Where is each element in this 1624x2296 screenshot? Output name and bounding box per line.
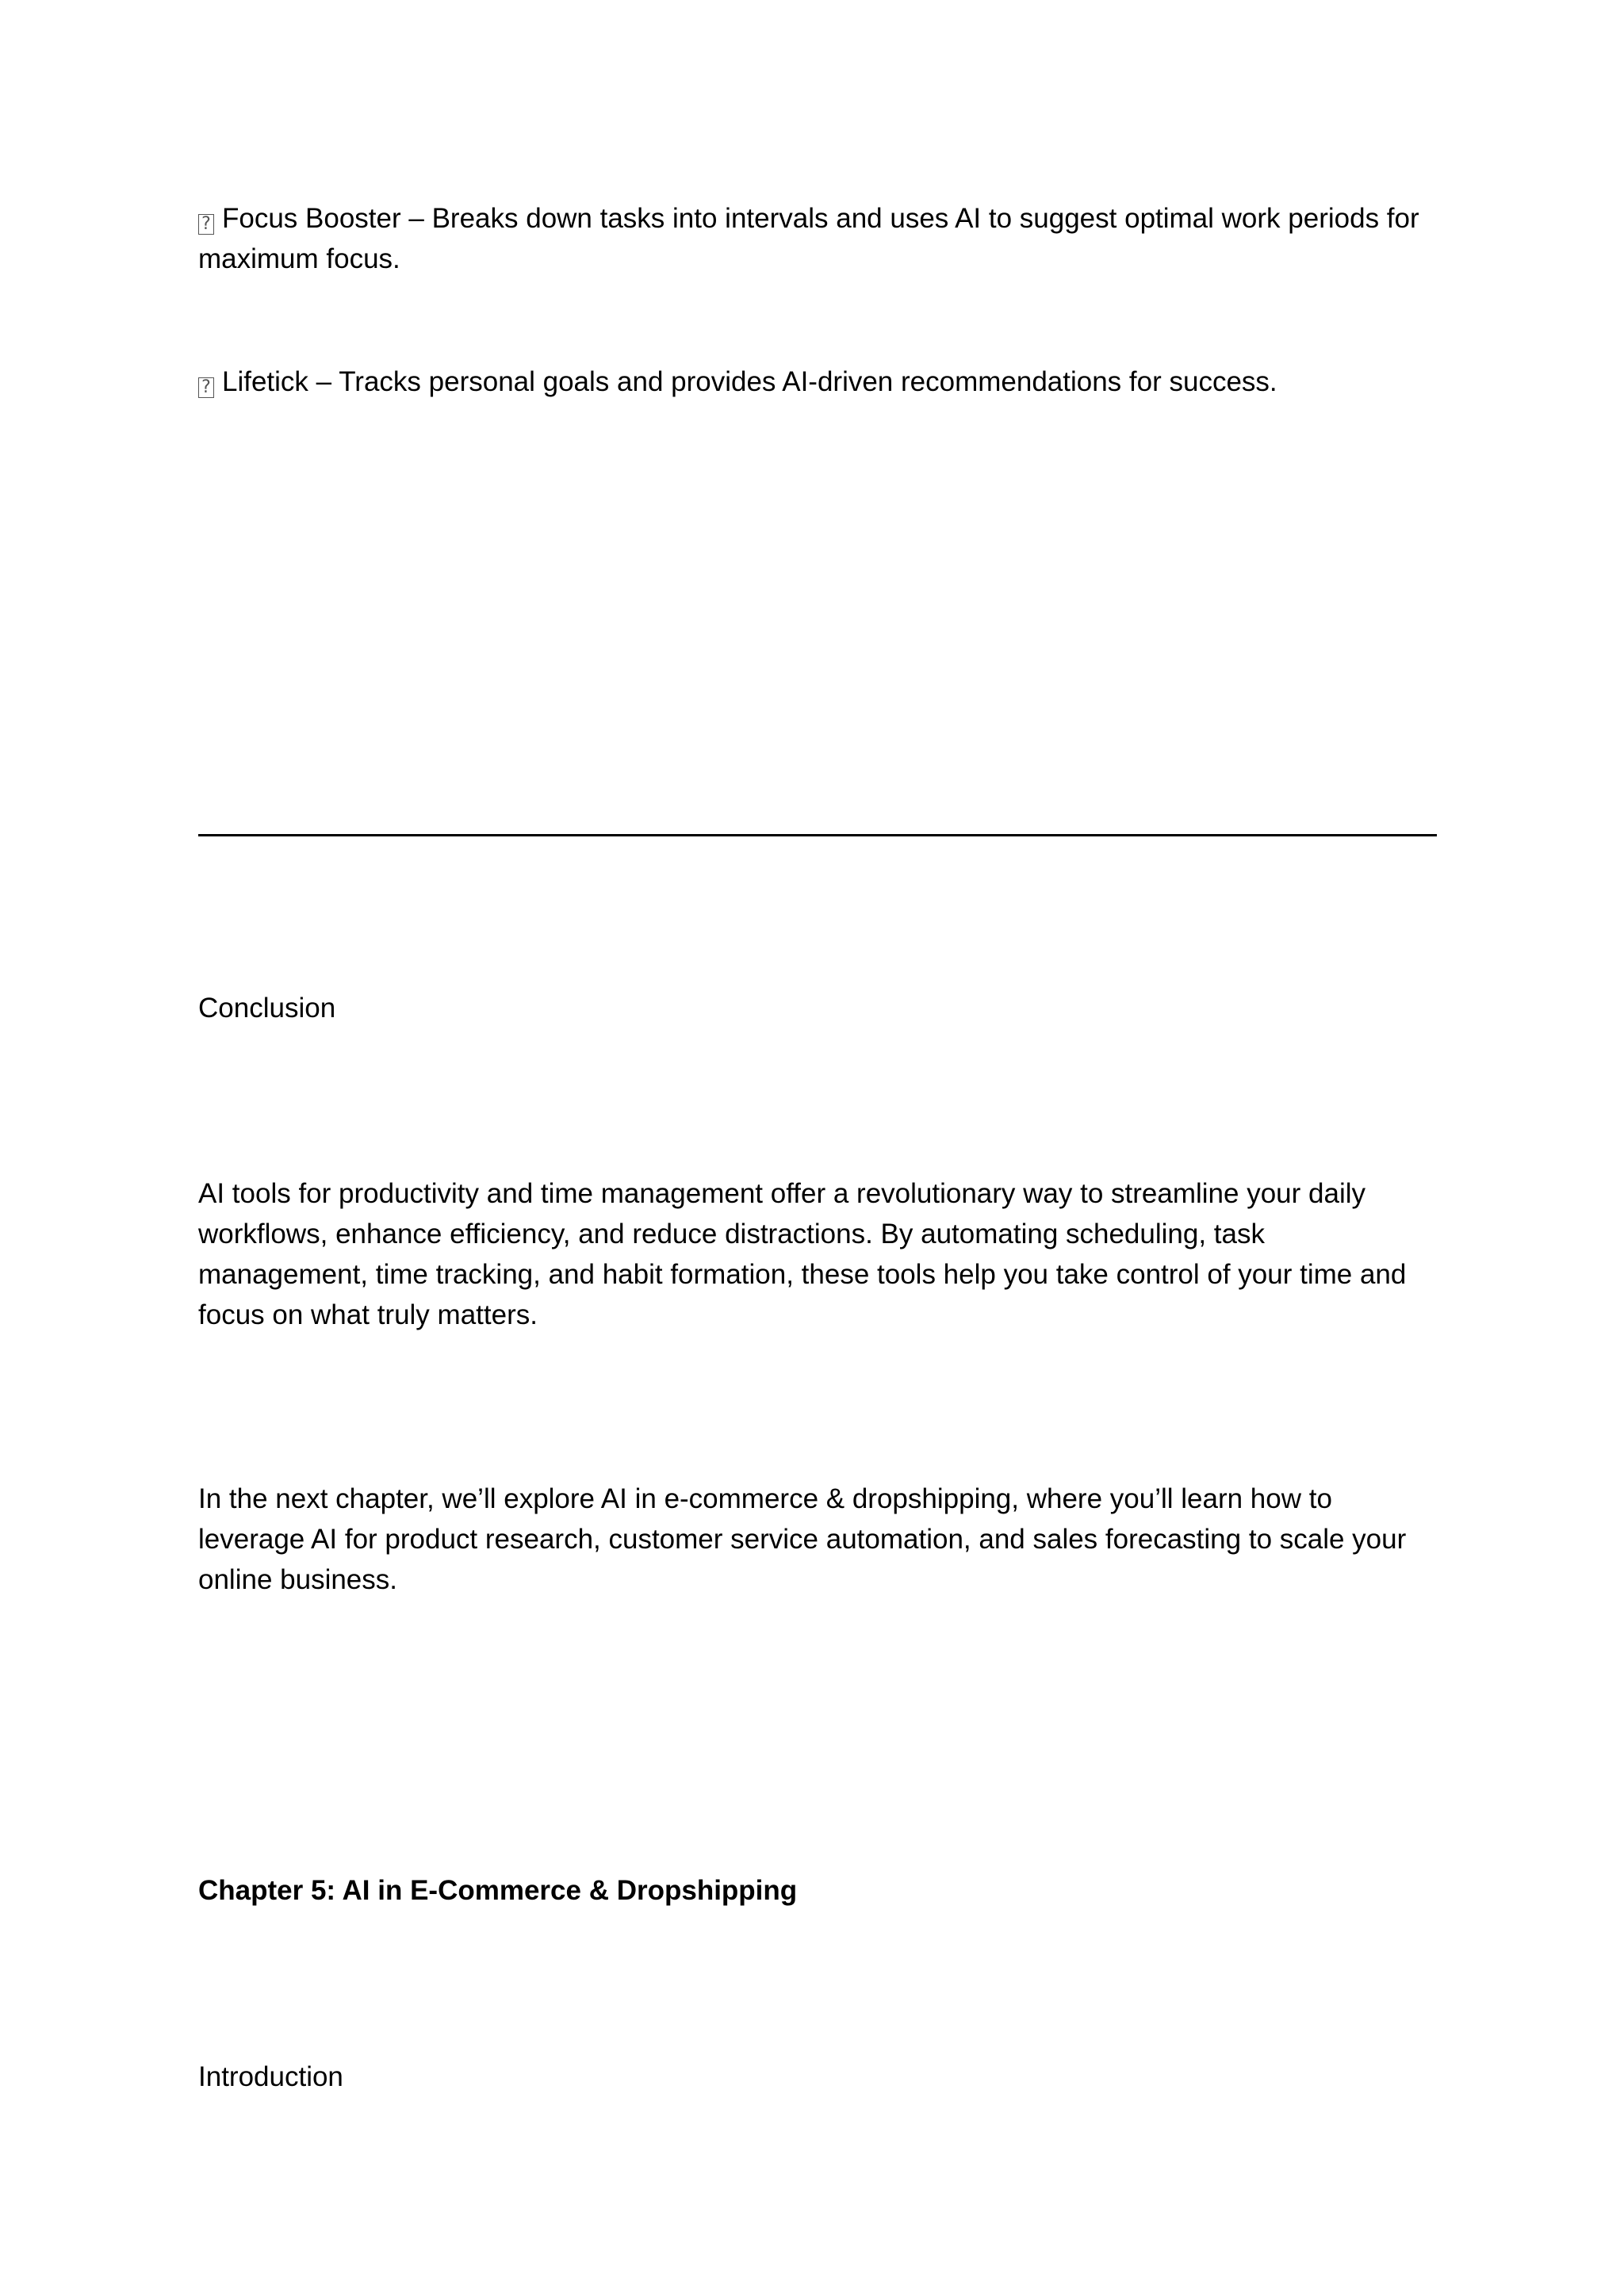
- introduction-heading: Introduction: [198, 2061, 343, 2092]
- missing-glyph-icon: ?: [198, 377, 214, 398]
- chapter-title: Chapter 5: AI in E-Commerce & Dropshipping: [198, 1875, 798, 1906]
- horizontal-divider: [198, 834, 1437, 836]
- conclusion-paragraph-2: In the next chapter, we’ll explore AI in e-commerce & dropshipping, where you’ll learn how to leverage AI for product research, customer service automation, and sales forecasting to scale your online business.: [198, 1483, 1407, 1595]
- conclusion-heading: Conclusion: [198, 993, 336, 1024]
- bullet-text: Focus Booster – Breaks down tasks into intervals and uses AI to suggest optimal work periods for maximum focus.: [198, 203, 1419, 274]
- bullet-lifetick: [198, 362, 1435, 402]
- missing-glyph-icon: ?: [198, 214, 214, 235]
- bullet-text: Lifetick – Tracks personal goals and provides AI-driven recommendations for success.: [222, 366, 1277, 397]
- bullet-focus-booster: [198, 198, 1435, 279]
- conclusion-paragraph-1: AI tools for productivity and time management offer a revolutionary way to streamline your daily workflows, enhance efficiency, and reduce distractions. By automating scheduling, task management, time tracking, and habit formation, these tools help you take control of your time and focus on what truly matters.: [198, 1178, 1407, 1330]
